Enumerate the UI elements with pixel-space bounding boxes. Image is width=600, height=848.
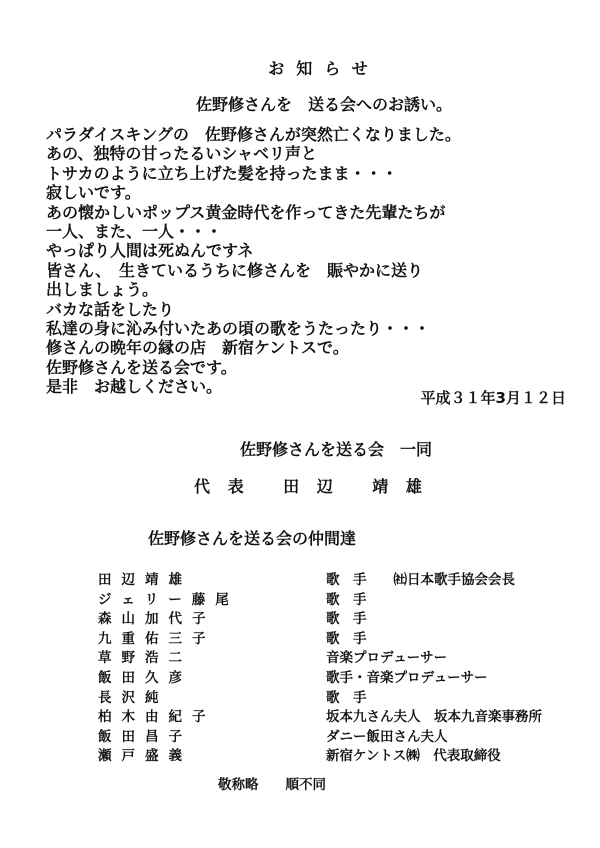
body-line: 佐野修さんを送る会です。 <box>46 357 237 377</box>
body-line: やっぱり人間は死ぬんですネ <box>46 241 254 261</box>
member-role: 歌 手 <box>326 689 367 706</box>
notice-title: お知らせ <box>268 59 380 78</box>
member-row <box>98 627 578 647</box>
member-row <box>98 646 578 666</box>
member-role: 歌 手 ㈳日本歌手協会会長 <box>326 572 515 588</box>
member-name: 田辺靖雄 <box>98 572 192 588</box>
member-name: 飯田昌子 <box>98 728 192 745</box>
body-line: バカな話をしたり <box>46 299 175 319</box>
notice-body <box>46 125 566 397</box>
member-role: 新宿ケントス㈱ 代表取締役 <box>326 748 501 765</box>
member-name: 森山加代子 <box>98 611 216 628</box>
member-name: 瀬戸盛義 <box>98 748 192 765</box>
body-line: あの、独特の甘ったるいシャベリ声と <box>46 144 318 164</box>
member-name: 柏木由紀子 <box>98 709 216 726</box>
member-row <box>98 666 578 686</box>
notice-footer: 敬称略 順不同 <box>218 777 326 793</box>
notice-subtitle: 佐野修さんを 送る会へのお誘い。 <box>195 95 452 114</box>
member-role: 歌 手 <box>326 630 367 647</box>
member-row <box>98 607 578 627</box>
member-row <box>98 725 578 745</box>
member-role: ダニー飯田さん夫人 <box>326 728 448 745</box>
body-line: 私達の身に沁み付いたあの頃の歌をうたったり・・・ <box>46 319 431 339</box>
body-line: パラダイスキングの 佐野修さんが突然亡くなりました。 <box>46 125 461 144</box>
member-row <box>98 705 578 725</box>
member-row <box>98 744 578 764</box>
members-list <box>98 568 578 764</box>
member-row <box>98 588 578 608</box>
member-role: 歌 手 <box>326 591 367 608</box>
member-row <box>98 686 578 706</box>
members-title: 佐野修さんを送る会の仲間達 <box>148 529 357 548</box>
member-role: 坂本九さん夫人 坂本九音楽事務所 <box>326 709 542 726</box>
organizer-group: 佐野修さんを送る会 一同 <box>239 440 432 459</box>
member-name: 飯田久彦 <box>98 669 192 686</box>
member-name: ジェリー藤尾 <box>98 591 239 608</box>
body-line: 一人、また、一人・・・ <box>46 222 223 242</box>
member-row <box>98 568 578 588</box>
notice-date: 平成３１年3月１２日 <box>420 389 566 407</box>
body-line: 修さんの晩年の縁の店 新宿ケントスで。 <box>46 338 349 358</box>
member-role: 歌手・音楽プロデューサー <box>326 669 488 686</box>
member-name: 九重佑三子 <box>98 630 216 647</box>
body-line: 是非 お越しください。 <box>46 377 223 397</box>
organizer-representative: 代 表 田 辺 靖 雄 <box>194 477 428 496</box>
member-role: 歌 手 <box>326 611 367 628</box>
body-line: あの懐かしいポップス黄金時代を作ってきた先輩たちが <box>46 202 446 222</box>
member-name: 草野浩二 <box>98 650 192 667</box>
member-role: 音楽プロデューサー <box>326 650 448 667</box>
body-line: 寂しいです。 <box>46 183 141 203</box>
body-line: トサカのように立ち上げた髪を持ったまま・・・ <box>46 163 398 183</box>
body-line: 出しましょう。 <box>46 280 159 300</box>
body-line: 皆さん、 生きているうちに修さんを 賑やかに送り <box>46 260 423 280</box>
member-name: 長沢純 <box>98 689 169 706</box>
